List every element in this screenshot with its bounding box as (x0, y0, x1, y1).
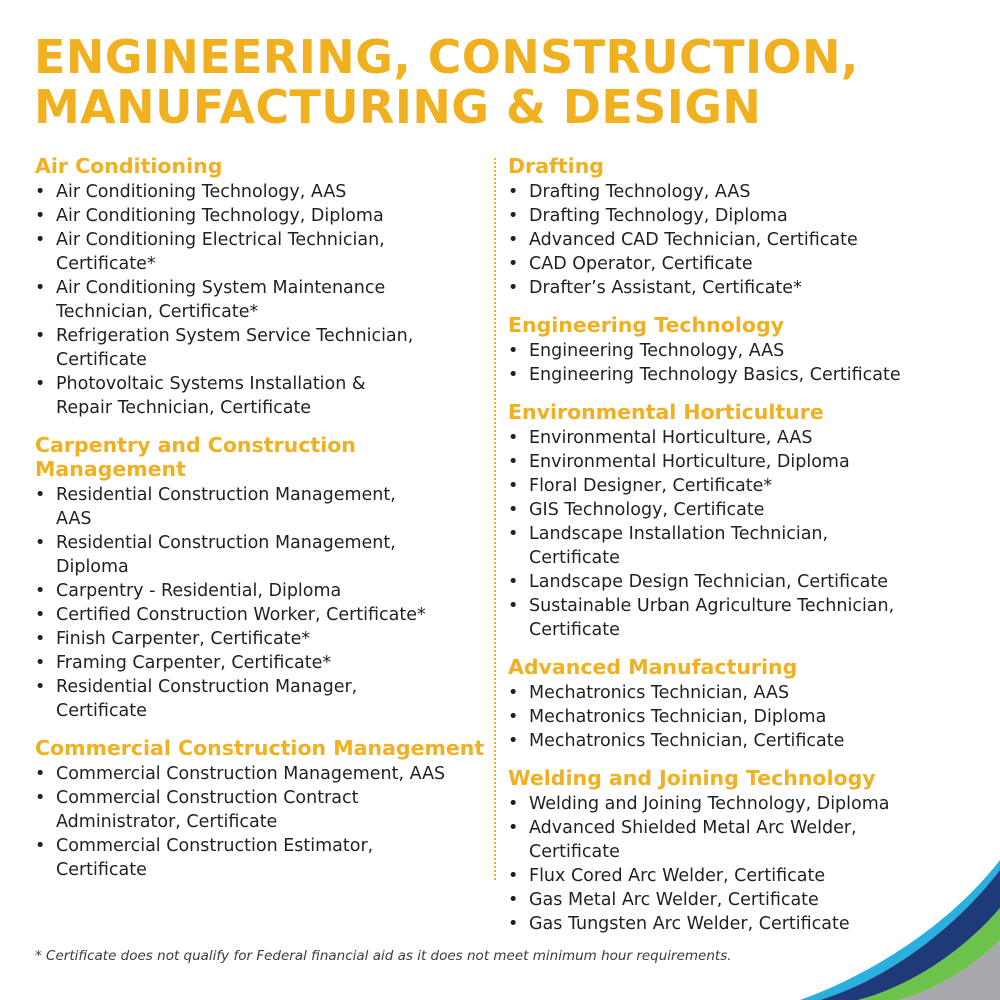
bullet-icon: • (35, 581, 46, 601)
program-item-text: Welding and Joining Technology, Diploma (529, 794, 890, 814)
program-item-text: Carpentry - Residential, Diploma (56, 581, 342, 601)
bullet-icon: • (508, 731, 519, 751)
section-air-conditioning (35, 154, 490, 420)
bullet-icon: • (508, 278, 519, 298)
bullet-icon: • (35, 788, 46, 808)
program-item-text: Mechatronics Technician, Diploma (529, 707, 827, 727)
bullet-icon: • (35, 653, 46, 673)
bullet-icon: • (508, 683, 519, 703)
program-item-text: Refrigeration System Service Technician, Certificate (56, 326, 414, 370)
program-item (508, 363, 963, 387)
program-item-text: Floral Designer, Certificate* (529, 476, 773, 496)
program-item-text: Engineering Technology Basics, Certificate (529, 365, 901, 385)
program-item (508, 180, 963, 204)
program-item-text: Flux Cored Arc Welder, Certificate (529, 866, 826, 886)
program-item-text: Environmental Horticulture, Diploma (529, 452, 850, 472)
section-heading: Environmental Horticulture (508, 400, 824, 424)
section-engineering-technology (508, 313, 963, 387)
program-item (35, 762, 490, 786)
bullet-icon: • (508, 524, 519, 544)
program-item (35, 180, 490, 204)
program-list (35, 483, 490, 723)
program-item-text: Landscape Design Technician, Certificate (529, 572, 889, 592)
section-environmental-horticulture (508, 400, 963, 642)
program-list (508, 426, 963, 642)
program-item-text: Air Conditioning Technology, AAS (56, 182, 347, 202)
program-item-text: Environmental Horticulture, AAS (529, 428, 813, 448)
program-item-text: Photovoltaic Systems Installation & Repair Technician, Certificate (56, 374, 366, 418)
bullet-icon: • (35, 677, 46, 697)
program-item-text: GIS Technology, Certificate (529, 500, 765, 520)
section-carpentry-and-construction-management (35, 433, 490, 723)
bullet-icon: • (35, 605, 46, 625)
bullet-icon: • (35, 533, 46, 553)
bullet-icon: • (508, 476, 519, 496)
bullet-icon: • (508, 500, 519, 520)
program-item-text: Residential Construction Management, Diploma (56, 533, 396, 577)
left-column (35, 154, 490, 895)
bullet-icon: • (508, 365, 519, 385)
program-item (508, 276, 963, 300)
program-item-text: Drafting Technology, Diploma (529, 206, 788, 226)
program-item (35, 483, 490, 531)
page-title-line-1: ENGINEERING, CONSTRUCTION, (34, 30, 859, 84)
corner-swoosh-graphic (780, 830, 1000, 1000)
program-item (508, 252, 963, 276)
program-item-text: Framing Carpenter, Certificate* (56, 653, 332, 673)
program-item-text: Gas Tungsten Arc Welder, Certificate (529, 914, 850, 934)
program-item (508, 681, 963, 705)
column-divider (494, 158, 496, 880)
program-item (508, 426, 963, 450)
section-heading: Drafting (508, 154, 604, 178)
section-heading: Advanced Manufacturing (508, 655, 798, 679)
program-item (35, 276, 490, 324)
bullet-icon: • (508, 818, 519, 838)
bullet-icon: • (35, 326, 46, 346)
program-item (35, 324, 490, 372)
program-item-text: Commercial Construction Management, AAS (56, 764, 446, 784)
section-advanced-manufacturing (508, 655, 963, 753)
bullet-icon: • (508, 341, 519, 361)
program-item (508, 228, 963, 252)
bullet-icon: • (508, 866, 519, 886)
program-item-text: Air Conditioning Electrical Technician, Certificate* (56, 230, 385, 274)
program-item (35, 372, 490, 420)
section-heading: Carpentry and Construction Management (35, 433, 356, 481)
section-drafting (508, 154, 963, 300)
program-item-text: Drafting Technology, AAS (529, 182, 751, 202)
bullet-icon: • (35, 206, 46, 226)
program-item-text: Commercial Construction Estimator, Certificate (56, 836, 374, 880)
program-item-text: Advanced Shielded Metal Arc Welder, Certificate (529, 818, 857, 862)
program-list (508, 339, 963, 387)
program-item (508, 570, 963, 594)
program-item-text: Advanced CAD Technician, Certificate (529, 230, 858, 250)
bullet-icon: • (508, 890, 519, 910)
program-item (508, 792, 963, 816)
bullet-icon: • (35, 836, 46, 856)
program-item (508, 339, 963, 363)
program-item-text: Commercial Construction Contract Administrator, Certificate (56, 788, 359, 832)
program-item (508, 474, 963, 498)
section-heading: Welding and Joining Technology (508, 766, 876, 790)
program-item (508, 522, 963, 570)
program-item (508, 729, 963, 753)
program-item-text: Air Conditioning Technology, Diploma (56, 206, 384, 226)
program-item (508, 450, 963, 474)
program-item (35, 579, 490, 603)
program-item-text: Engineering Technology, AAS (529, 341, 785, 361)
program-item (35, 651, 490, 675)
program-item (35, 675, 490, 723)
program-item (35, 228, 490, 276)
section-heading: Air Conditioning (35, 154, 223, 178)
bullet-icon: • (508, 182, 519, 202)
program-item (508, 705, 963, 729)
page-title (34, 32, 974, 132)
bullet-icon: • (508, 572, 519, 592)
program-item-text: Residential Construction Manager, Certificate (56, 677, 358, 721)
program-item-text: Mechatronics Technician, AAS (529, 683, 790, 703)
section-heading: Commercial Construction Management (35, 736, 485, 760)
program-item-text: Sustainable Urban Agriculture Technician, Certificate (529, 596, 895, 640)
program-item (35, 627, 490, 651)
bullet-icon: • (508, 914, 519, 934)
program-item (508, 594, 963, 642)
program-item (35, 834, 490, 882)
program-list (508, 681, 963, 753)
footnote: * Certificate does not qualify for Federal financial aid as it does not meet minimum hour requirements. (35, 948, 732, 964)
bullet-icon: • (508, 794, 519, 814)
bullet-icon: • (508, 428, 519, 448)
section-commercial-construction-management (35, 736, 490, 882)
page-title-line-2: MANUFACTURING & DESIGN (34, 80, 762, 134)
bullet-icon: • (35, 230, 46, 250)
program-item (508, 204, 963, 228)
bullet-icon: • (35, 485, 46, 505)
program-item (35, 786, 490, 834)
bullet-icon: • (508, 452, 519, 472)
bullet-icon: • (508, 596, 519, 616)
program-item-text: Residential Construction Management, AAS (56, 485, 396, 529)
bullet-icon: • (35, 182, 46, 202)
bullet-icon: • (508, 254, 519, 274)
bullet-icon: • (35, 278, 46, 298)
program-item (508, 498, 963, 522)
bullet-icon: • (508, 230, 519, 250)
program-item-text: Air Conditioning System Maintenance Technician, Certificate* (56, 278, 386, 322)
program-item-text: Gas Metal Arc Welder, Certificate (529, 890, 819, 910)
program-list (35, 180, 490, 420)
program-item-text: Finish Carpenter, Certificate* (56, 629, 311, 649)
program-item-text: Mechatronics Technician, Certificate (529, 731, 845, 751)
bullet-icon: • (508, 206, 519, 226)
program-item-text: Landscape Installation Technician, Certificate (529, 524, 829, 568)
bullet-icon: • (508, 707, 519, 727)
section-heading: Engineering Technology (508, 313, 784, 337)
program-item-text: Certified Construction Worker, Certificate* (56, 605, 426, 625)
bullet-icon: • (35, 764, 46, 784)
program-item (35, 531, 490, 579)
program-item-text: CAD Operator, Certificate (529, 254, 753, 274)
program-item (35, 204, 490, 228)
bullet-icon: • (35, 629, 46, 649)
program-item-text: Drafter’s Assistant, Certificate* (529, 278, 802, 298)
program-list (508, 180, 963, 300)
program-list (35, 762, 490, 882)
program-item (35, 603, 490, 627)
bullet-icon: • (35, 374, 46, 394)
